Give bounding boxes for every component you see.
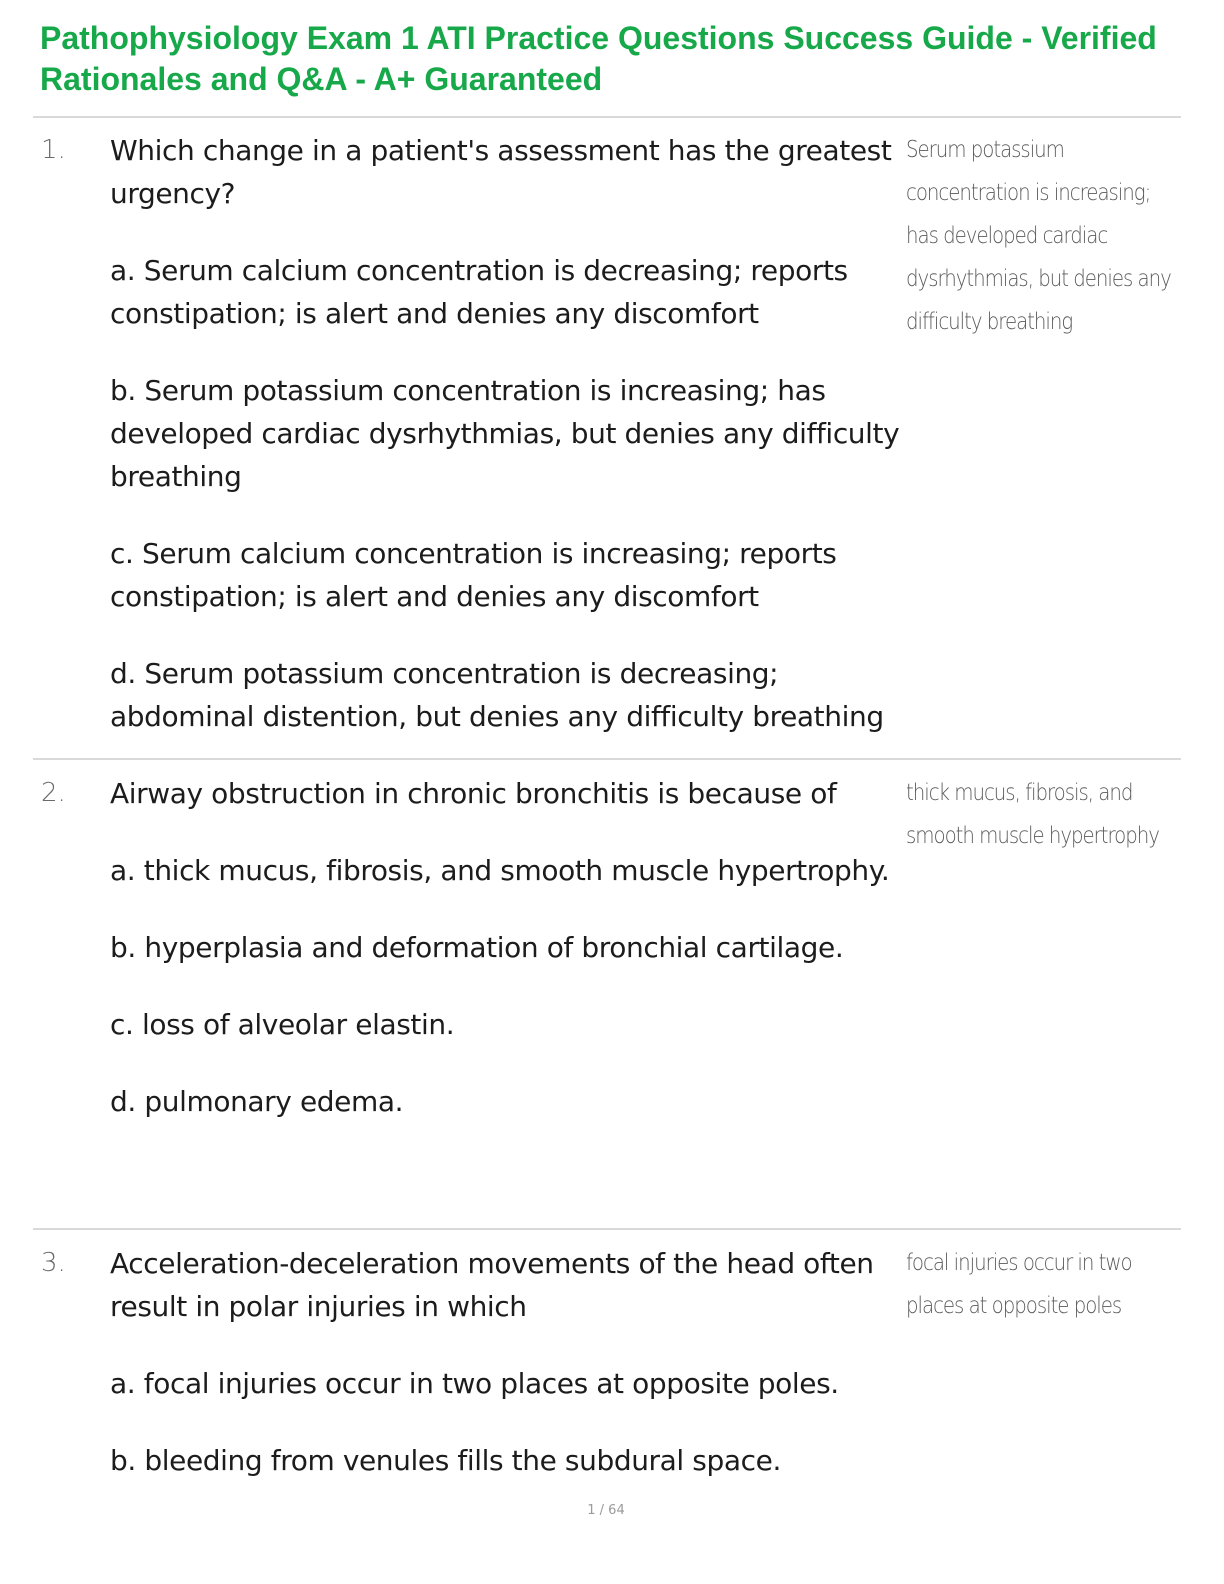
answer-option-b: b. Serum potassium concentration is increasing; has developed cardiac dysrhythmias, but denies any difficulty breathing [110,374,900,493]
page-number: 1 / 64 [587,1503,625,1518]
answer-option-b: b. hyperplasia and deformation of bronchial cartilage. [110,931,844,964]
question-body [110,1242,900,1482]
question-stem: Acceleration-deceleration movements of the head often result in polar injuries in which [110,1247,874,1323]
answer-option-c: c. loss of alveolar elastin. [110,1008,455,1041]
question-stem: Airway obstruction in chronic bronchitis is because of [110,777,837,810]
question-number: 2. [41,778,66,808]
question-stem: Which change in a patient's assessment has the greatest urgency? [110,134,892,210]
answer-option-a: a. focal injuries occur in two places at opposite poles. [110,1367,839,1400]
question-number: 1. [41,135,66,165]
question-number: 3. [41,1248,66,1278]
correct-answer: thick mucus, fibrosis, and smooth muscle hypertrophy [906,780,1159,849]
question-body [110,129,900,738]
title-divider [33,116,1181,118]
answer-option-c: c. Serum calcium concentration is increasing; reports constipation; is alert and denies any discomfort [110,537,837,613]
answer-option-a: a. Serum calcium concentration is decreasing; reports constipation; is alert and denies any discomfort [110,254,848,330]
question-body [110,772,900,1123]
answer-option-d: d. Serum potassium concentration is decreasing; abdominal distention, but denies any difficulty breathing [110,657,884,733]
answer-option-a: a. thick mucus, fibrosis, and smooth muscle hypertrophy. [110,854,890,887]
answer-option-d: d. pulmonary edema. [110,1085,404,1118]
question-divider [33,1228,1181,1230]
correct-answer: Serum potassium concentration is increasing; has developed cardiac dysrhythmias, but denies any difficulty breathing [906,137,1171,335]
correct-answer: focal injuries occur in two places at opposite poles [906,1250,1132,1319]
question-divider [33,758,1181,760]
document-title: Pathophysiology Exam 1 ATI Practice Questions Success Guide - Verified Rationales and Q&A - A+ Guaranteed [40,20,1157,97]
answer-option-b: b. bleeding from venules fills the subdural space. [110,1444,781,1477]
